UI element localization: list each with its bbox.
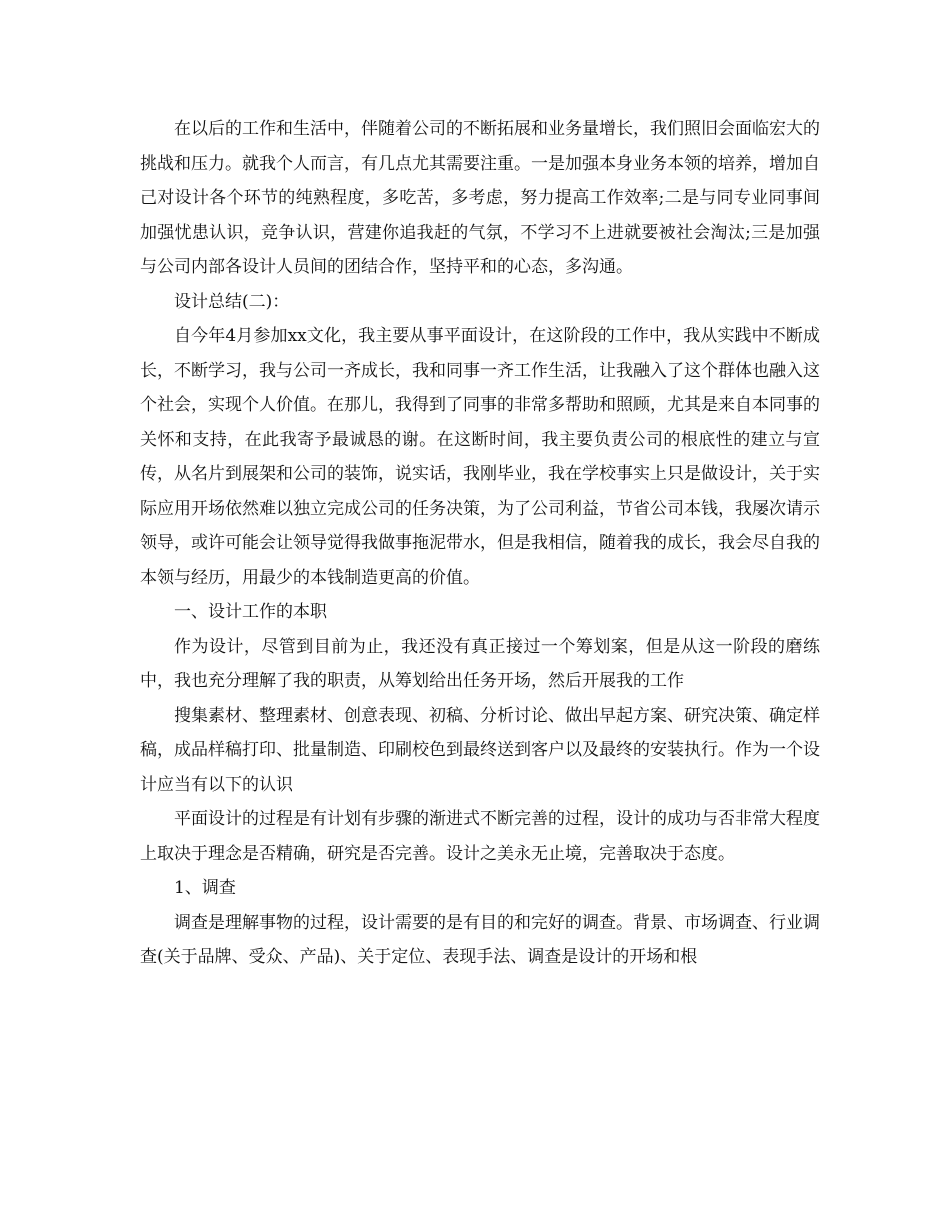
paragraph-survey: 调查是理解事物的过程，设计需要的是有目的和完好的调查。背景、市场调查、行业调查(关于品牌、受众、产品)、关于定位、表现手法、调查是设计的开场和根 — [140, 912, 820, 967]
paragraph-work-outlook: 在以后的工作和生活中，伴随着公司的不断拓展和业务量增长，我们照旧会面临宏大的挑战和压力。就我个人而言，有几点尤其需要注重。一是加强本身业务本领的培养，增加自己对设计各个环节的纯熟程度，多吃苦，多考虑，努力提高工作效率;二是与同专业同事间加强忧患认识，竞争认识，营建你追我赶的气氛，不学习不上进就要被社会淘汰;三是加强与公司内部各设计人员间的团结合作，坚持平和的心态，多沟通。 — [140, 119, 820, 277]
heading-design-summary-two: 设计总结(二)： — [174, 291, 290, 312]
paragraph-design-process: 平面设计的过程是有计划有步骤的渐进式不断完善的过程，设计的成功与否非常大程度上取决于理念是否精确，研究是否完善。设计之美永无止境，完善取决于态度。 — [140, 809, 820, 864]
paragraph-workflow: 搜集素材、整理素材、创意表现、初稿、分析讨论、做出早起方案、研究决策、确定样稿，成品样稿打印、批量制造、印刷校色到最终送到客户以及最终的安装执行。作为一个设计应当有以下的认识 — [140, 705, 820, 795]
document-body — [140, 112, 820, 975]
heading-survey: 1、调查 — [174, 878, 236, 898]
paragraph-duties: 作为设计，尽管到目前为止，我还没有真正接过一个筹划案，但是从这一阶段的磨练中，我也充分理解了我的职责，从筹划给出任务开场，然后开展我的工作 — [140, 636, 820, 691]
heading-section-one: 一、设计工作的本职 — [174, 602, 327, 622]
paragraph-introduction: 自今年4月参加xx文化，我主要从事平面设计，在这阶段的工作中，我从实践中不断成长，不断学习，我与公司一齐成长，我和同事一齐工作生活，让我融入了这个群体也融入这个社会，实现个人价值。在那儿，我得到了同事的非常多帮助和照顾，尤其是来自本同事的关怀和支持，在此我寄予最诚恳的谢。在这断时间，我主要负责公司的根底性的建立与宣传，从名片到展架和公司的装饰，说实话，我刚毕业，我在学校事实上只是做设计，关于实际应用开场依然难以独立完成公司的任务决策，为了公司利益，节省公司本钱，我屡次请示领导，或许可能会让领导觉得我做事拖泥带水，但是我相信，随着我的成长，我会尽自我的本领与经历，用最少的本钱制造更高的价值。 — [140, 326, 820, 588]
